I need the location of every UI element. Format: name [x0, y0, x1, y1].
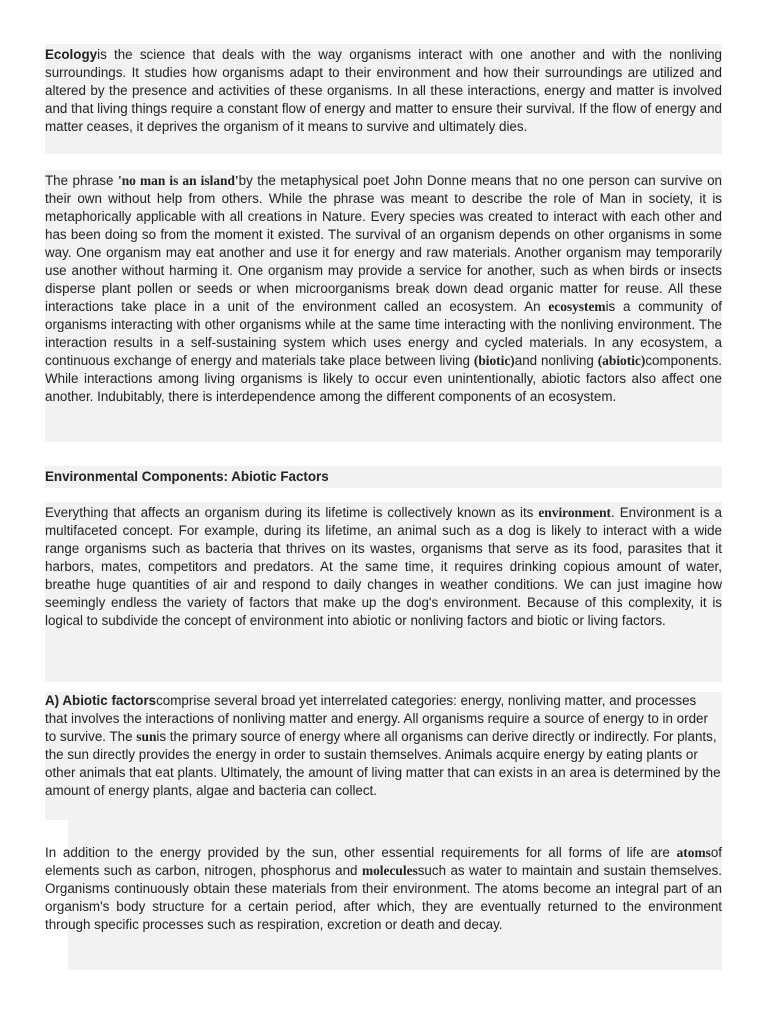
- paragraph-abiotic-text-2: is the primary source of energy where all organisms can derive directly or indirectly. For plants, the sun directly provides the energy in order to sustain themselves. Animals acquire energy by eating plants or other animals that eat plants. Ultimately, the amount of living matter that can exists in an area is determined by the amount of energy plants, algae and bacteria can collect.: [45, 729, 721, 798]
- term-abiotic: (abiotic): [597, 353, 646, 368]
- quote-no-man-is-an-island: 'no man is an island': [118, 173, 239, 188]
- paragraph-abiotic-factors: [45, 692, 722, 800]
- paragraph-ecology-text: is the science that deals with the way organisms interact with one another and with the nonliving surroundings. It studies how organisms adapt to their environment and how their surroundings are utilized and altered by the presence and activities of these organisms. In all these interactions, energy and matter is involved and that living things require a constant flow of energy and matter to ensure their survival. If the flow of energy and matter ceases, it deprives the organism of it means to survive and ultimately dies.: [45, 47, 722, 134]
- term-ecosystem: ecosystem: [548, 299, 606, 314]
- paragraph-island-text-4: and nonliving: [514, 353, 598, 368]
- paragraph-island-text-3: is a community of organisms interacting with other organisms while at the same time interacting with the nonliving environment. The interaction results in a self-sustaining system which uses energy and cycled materials. In any ecosystem, a continuous exchange of energy and materials take place between living: [45, 299, 722, 368]
- paragraph-atoms-text-1: In addition to the energy provided by the sun, other essential requirements for all forms of life are: [45, 845, 677, 860]
- paragraph-island-text-1: The phrase: [45, 173, 118, 188]
- paragraph-environment-text-1: Everything that affects an organism during its lifetime is collectively known as its: [45, 505, 539, 520]
- term-environment: environment: [538, 505, 612, 520]
- paragraph-island: [45, 172, 722, 406]
- term-molecules: molecules: [361, 863, 418, 878]
- paragraph-environment: [45, 504, 722, 630]
- term-atoms: atoms: [676, 845, 711, 860]
- paragraph-atoms-text-3: such as water to maintain and sustain themselves. Organisms continuously obtain these materials from their environment. The atoms become an integral part of an organism's body structure for a certain period, after which, they are eventually returned to the environment through specific processes such as respiration, excretion or death and decay.: [45, 863, 722, 932]
- term-abiotic-factors: A) Abiotic factors: [45, 693, 157, 708]
- term-biotic: (biotic): [473, 353, 515, 368]
- paragraph-island-text-5: components. While interactions among living organisms is likely to occur even unintentionally, abiotic factors also affect one another. Indubitably, there is interdependence among the different components of an ecosystem.: [45, 353, 722, 404]
- paragraph-ecology: [45, 46, 722, 136]
- section-heading: Environmental Components: Abiotic Factors: [45, 469, 329, 484]
- term-ecology: Ecology: [45, 47, 98, 62]
- paragraph-atoms: [45, 844, 722, 934]
- paragraph-atoms-text-2: of elements such as carbon, nitrogen, phosphorus and: [45, 845, 722, 878]
- paragraph-abiotic-text-1: comprise several broad yet interrelated categories: energy, nonliving matter, and processes that involves the interactions of nonliving matter and energy. All organisms require a source of energy to in order to survive. The: [45, 693, 708, 744]
- term-sun: sun: [136, 729, 157, 744]
- paragraph-environment-text-2: . Environment is a multifaceted concept. For example, during its lifetime, an animal such as a dog is likely to interact with a wide range organisms such as bacteria that thrives on its wastes, organisms that serve as its food, parasites that it harbors, mates, competitors and predators. At the same time, it requires drinking copious amount of water, breathe huge quantities of air and respond to daily changes in weather conditions. We can just imagine how seemingly endless the variety of factors that make up the dog's environment. Because of this complexity, it is logical to subdivide the concept of environment into abiotic or nonliving factors and biotic or living factors.: [45, 505, 723, 628]
- paragraph-island-text-2: by the metaphysical poet John Donne means that no one person can survive on their own without help from others. While the phrase was meant to describe the role of Man in society, it is metaphorically applicable with all creations in Nature. Every species was created to interact with each other and has been doing so from the moment it existed. The survival of an organism depends on other organisms in some way. One organism may eat another and use it for energy and raw materials. Another organism may temporarily use another without harming it. One organism may provide a service for another, such as when birds or insects disperse plant pollen or seeds or when microorganisms break down dead organic matter for reuse. All these interactions take place in a unit of the environment called an ecosystem. An: [45, 173, 722, 314]
